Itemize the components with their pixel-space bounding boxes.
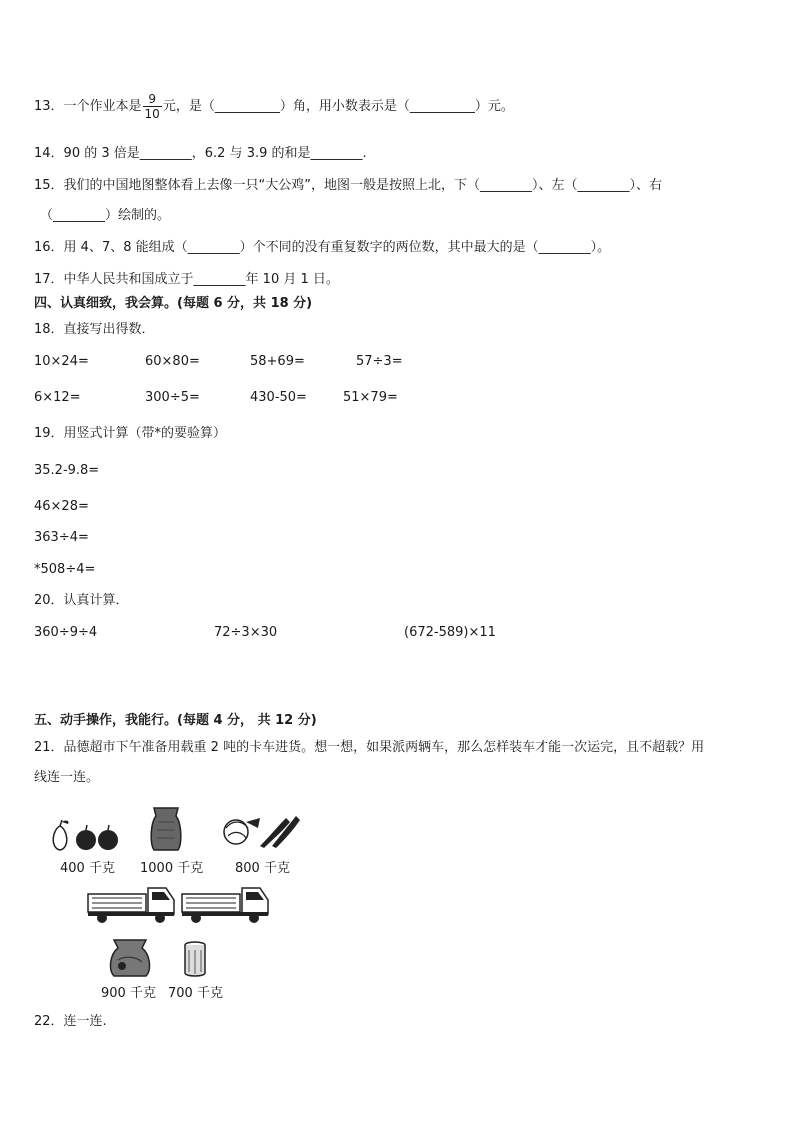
q20-item-1: 360÷9÷4 (34, 625, 98, 640)
sack-icon (148, 804, 184, 852)
q18-r1-c3: 58+69= (250, 354, 305, 369)
q19-item-4: *508÷4= (34, 562, 96, 577)
barrel-icon (183, 940, 207, 978)
question-20-title: 20．认真计算． (34, 593, 129, 608)
question-19-title: 19．用竖式计算（带*的要验算） (34, 426, 227, 441)
question-22: 22．连一连. (34, 1014, 107, 1029)
vegetables-icon (220, 810, 302, 850)
truck-icon (180, 882, 272, 924)
q19-item-2: 46×28= (34, 499, 89, 514)
q20-item-3: (672-589)×11 (404, 625, 496, 640)
fruit-icon (46, 818, 118, 854)
q18-r2-c1: 6×12= (34, 390, 81, 405)
question-15-line-2: （________）绘制的。 (40, 208, 171, 223)
goods-label-1000: 1000 千克 (140, 861, 204, 876)
q18-r1-c4: 57÷3= (356, 354, 403, 369)
question-21-line-1: 21．品德超市下午准备用载重 2 吨的卡车进货。想一想，如果派两辆车，那么怎样装车才能一次运完，且不超载？用 (34, 740, 705, 755)
fraction-nine-tenths (143, 92, 162, 121)
q18-r1-c1: 10×24= (34, 354, 89, 369)
q18-r1-c2: 60×80= (145, 354, 200, 369)
question-17: 17．中华人民共和国成立于________年 10 月 1 日。 (34, 272, 339, 287)
question-18-title: 18．直接写出得数． (34, 322, 155, 337)
goods-label-800: 800 千克 (235, 861, 290, 876)
q18-r2-c2: 300÷5= (145, 390, 200, 405)
truck-icon (86, 882, 178, 924)
question-16: 16．用 4、7、8 能组成（________）个不同的没有重复数字的两位数，其中最大的是（________）。 (34, 240, 611, 255)
question-14: 14．90 的 3 倍是________，6.2 与 3.9 的和是________. (34, 146, 367, 161)
fraction-numerator: 9 (143, 92, 162, 107)
section-5-heading: 五、动手操作，我能行。(每题 4 分， 共 12 分) (34, 713, 317, 728)
question-21-line-2: 线连一连。 (34, 770, 100, 785)
q19-item-3: 363÷4= (34, 530, 89, 545)
fraction-denominator: 10 (144, 107, 160, 121)
bag-icon (106, 936, 154, 978)
goods-label-900: 900 千克 (101, 986, 156, 1001)
section-4-heading: 四、认真细致，我会算。(每题 6 分，共 18 分) (34, 296, 313, 311)
goods-label-700: 700 千克 (168, 986, 223, 1001)
q18-r2-c3: 430-50= (250, 390, 307, 405)
question-13 (34, 92, 514, 122)
q19-item-1: 35.2-9.8= (34, 463, 100, 478)
q13-text-b: 元，是（__________）角，用小数表示是（__________）元。 (162, 99, 514, 114)
question-15-line-1: 15．我们的中国地图整体看上去像一只“大公鸡”，地图一般是按照上北，下（________）、左（________）、右 (34, 178, 663, 193)
q13-text-a: 13．一个作业本是 (34, 99, 142, 114)
q20-item-2: 72÷3×30 (214, 625, 278, 640)
q18-r2-c4: 51×79= (343, 390, 398, 405)
goods-label-400: 400 千克 (60, 861, 115, 876)
